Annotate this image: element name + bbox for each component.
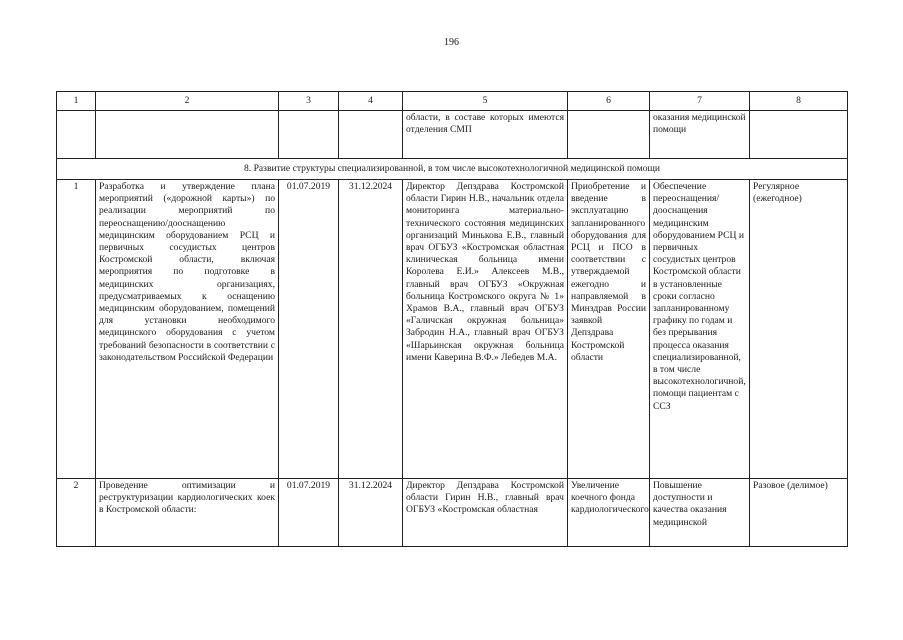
table-header-row — [57, 92, 848, 111]
event-cell: Проведение оптимизации и реструктуризации кардиологических коек в Костромской области: — [96, 479, 279, 547]
continuation-responsible: области, в составе которых имеются отделения СМП — [403, 111, 568, 159]
header-cell: 2 — [96, 92, 279, 111]
empty-cell — [339, 111, 403, 159]
responsible-cell: Директор Депздрава Костромской области Гирин Н.В., начальник отдела мониторинга материально-технического состояния медицинских организаций Минькова Е.В., главный врач ОГБУЗ «Костромская областная клиническая больница имени Королева Е.И.» Алексеев М.В., главный врач ОГБУЗ «Окружная больница Костромского округа № 1» Храмов В.А., главный врач ОГБУЗ «Галичская окружная больница» Забродин Н.А., главный врач ОГБУЗ «Шарьинская окружная больница имени Каверина В.Ф.» Лебедев М.А. — [403, 180, 568, 479]
section-row — [57, 159, 848, 180]
header-cell: 1 — [57, 92, 96, 111]
page-number: 196 — [444, 37, 459, 48]
row-number: 2 — [57, 479, 96, 547]
end-date-cell: 31.12.2024 — [339, 479, 403, 547]
empty-cell — [750, 111, 848, 159]
indicator-cell: Повышение доступности и качества оказания медицинской — [650, 479, 750, 547]
start-date-cell: 01.07.2019 — [279, 180, 339, 479]
type-cell: Разовое (делимое) — [750, 479, 848, 547]
empty-cell — [568, 111, 650, 159]
header-cell: 4 — [339, 92, 403, 111]
header-cell: 7 — [650, 92, 750, 111]
header-cell: 3 — [279, 92, 339, 111]
continuation-indicator: оказания медицинской помощи — [650, 111, 750, 159]
result-cell: Увеличение коечного фонда кардиологического — [568, 479, 650, 547]
section-title: 8. Развитие структуры специализированной, в том числе высокотехнологичной медицинской помощи — [57, 159, 848, 180]
table-row — [57, 180, 848, 479]
empty-cell — [279, 111, 339, 159]
header-cell: 5 — [403, 92, 568, 111]
row-number: 1 — [57, 180, 96, 479]
continuation-row — [57, 111, 848, 159]
start-date-cell: 01.07.2019 — [279, 479, 339, 547]
end-date-cell: 31.12.2024 — [339, 180, 403, 479]
result-cell: Приобретение и введение в эксплуатацию запланированного оборудования для РСЦ и ПСО в соответствии с утверждаемой ежегодно и направляемой в Минздрав России заявкой Депздрава Костромской области — [568, 180, 650, 479]
empty-cell — [96, 111, 279, 159]
event-cell: Разработка и утверждение плана мероприятий («дорожной карты») по реализации мероприятий по переоснащению/дооснащению медицинским оборудованием РСЦ и первичных сосудистых центров Костромской области, включая мероприятия по подготовке в медицинских организациях, предусматриваемых к оснащению медицинским оборудованием, помещений для установки необходимого медицинского оборудования с учетом требований безопасности в соответствии с законодательством Российской Федерации — [96, 180, 279, 479]
empty-cell — [57, 111, 96, 159]
header-cell: 8 — [750, 92, 848, 111]
indicator-cell: Обеспечение переоснащения/дооснащения медицинским оборудованием РСЦ и первичных сосудистых центров Костромской области в установленные сроки согласно запланированному графику по годам и без прерывания процесса оказания специализированной, в том числе высокотехнологичной, помощи пациентам с ССЗ — [650, 180, 750, 479]
responsible-cell: Директор Депздрава Костромской области Гирин Н.В., главный врач ОГБУЗ «Костромская областная — [403, 479, 568, 547]
table-row — [57, 479, 848, 547]
measures-table — [56, 91, 848, 547]
type-cell: Регулярное (ежегодное) — [750, 180, 848, 479]
header-cell: 6 — [568, 92, 650, 111]
